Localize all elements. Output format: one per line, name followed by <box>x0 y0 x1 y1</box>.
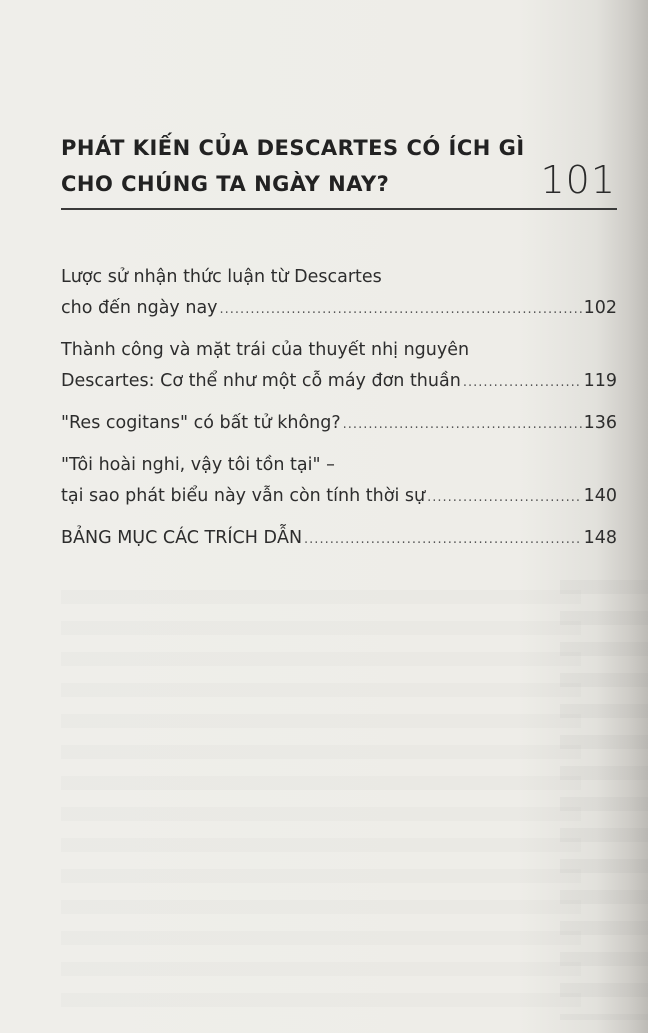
toc-index-title: BẢNG MỤC CÁC TRÍCH DẪN <box>61 528 303 548</box>
table-of-contents <box>61 262 617 565</box>
toc-index-entry[interactable] <box>61 523 617 555</box>
show-through-texture <box>61 590 581 1020</box>
toc-entry-page: 102 <box>583 298 617 318</box>
toc-entry[interactable] <box>61 335 617 398</box>
dot-leader <box>343 409 582 440</box>
chapter-divider <box>61 208 617 210</box>
chapter-title-line-1: PHÁT KIẾN CỦA DESCARTES CÓ ÍCH GÌ <box>61 136 525 160</box>
toc-entry-title-line-1: "Tôi hoài nghi, vậy tôi tồn tại" – <box>61 455 335 475</box>
toc-entry[interactable] <box>61 408 617 440</box>
toc-entry-page: 136 <box>583 413 617 433</box>
toc-entry-page: 119 <box>583 371 617 391</box>
toc-entry-title-line-2: tại sao phát biểu này vẫn còn tính thời sự <box>61 486 426 506</box>
toc-entry-title-line-1: Lược sử nhận thức luận từ Descartes <box>61 267 382 287</box>
toc-entry-title-line-2: cho đến ngày nay <box>61 298 218 318</box>
toc-entry-page: 140 <box>583 486 617 506</box>
toc-entry-title-line-1: Thành công và mặt trái của thuyết nhị nguyên <box>61 340 470 360</box>
toc-entry[interactable] <box>61 450 617 513</box>
toc-entry[interactable] <box>61 262 617 325</box>
toc-entry-title: "Res cogitans" có bất tử không? <box>61 413 341 433</box>
toc-index-page: 148 <box>583 528 617 548</box>
chapter-title <box>61 130 531 202</box>
dot-leader <box>220 294 582 325</box>
dot-leader <box>427 482 582 513</box>
dot-leader <box>304 524 582 555</box>
dot-leader <box>463 367 582 398</box>
chapter-title-line-2: CHO CHÚNG TA NGÀY NAY? <box>61 172 390 196</box>
chapter-page-number: 101 <box>540 158 616 202</box>
toc-entry-title-line-2: Descartes: Cơ thể như một cỗ máy đơn thuần <box>61 371 461 391</box>
